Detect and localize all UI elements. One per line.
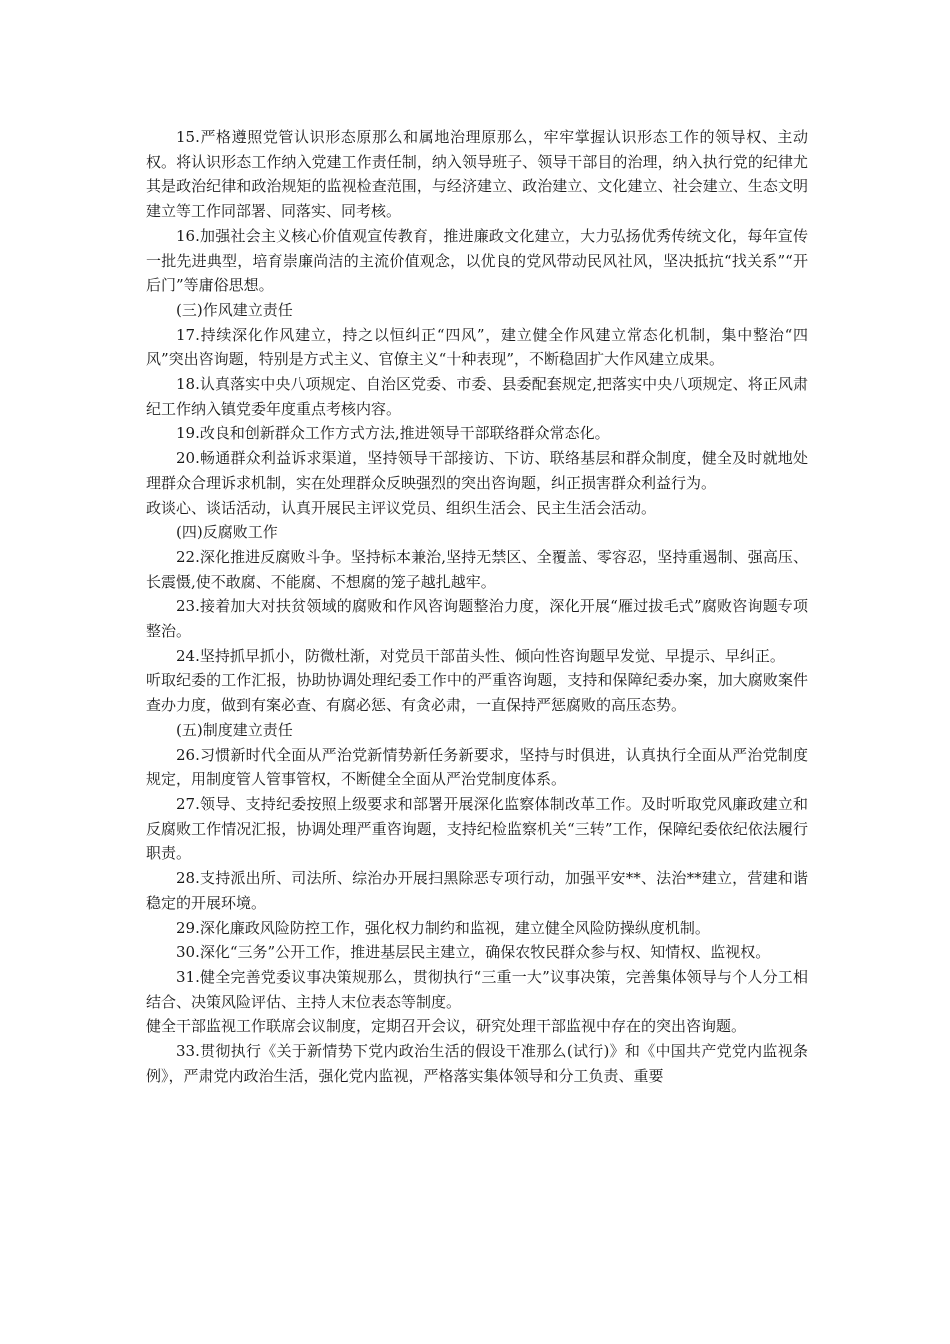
paragraph-33: 33.贯彻执行《关于新情势下党内政治生活的假设干准那么(试行)》和《中国共产党党内监视条例》，严肃党内政治生活，强化党内监视，严格落实集体领导和分工负责、重要 <box>146 1042 808 1085</box>
paragraph-23: 23.接着加大对扶贫领域的腐败和作风咨询题整治力度，深化开展“雁过拔毛式”腐败咨询题专项整治。 <box>146 597 808 641</box>
section-heading-5: (五)制度建立责任 <box>176 720 293 739</box>
paragraph-27: 27.领导、支持纪委按照上级要求和部署开展深化监察体制改革工作。及时听取党风廉政建立和反腐败工作情况汇报，协调处理严重咨询题，支持纪检监察机关“三转”工作，保障纪委依纪依法履行职责。 <box>146 794 808 863</box>
paragraph-28: 28.支持派出所、司法所、综治办开展扫黑除恶专项行动，加强平安**、法治**建立，营建和谐稳定的开展环境。 <box>146 869 808 912</box>
document-body <box>146 125 808 1088</box>
section-heading-4: (四)反腐败工作 <box>176 523 278 542</box>
paragraph-16: 16.加强社会主义核心价值观宣传教育，推进廉政文化建立，大力弘扬优秀传统文化，每年宣传一批先进典型，培育崇廉尚洁的主流价值观念，以优良的党风带动民风社风，坚决抵抗“找关系”“开后门”等庸俗思想。 <box>146 226 808 295</box>
paragraph-15: 15.严格遵照党管认识形态原那么和属地治理原那么，牢牢掌握认识形态工作的领导权、主动权。将认识形态工作纳入党建工作责任制，纳入领导班子、领导干部目的治理，纳入执行党的纪律尤其是政治纪律和政治规矩的监视检查范围，与经济建立、政治建立、文化建立、社会建立、生态文明建立等工作同部署、同落实、同考核。 <box>146 128 808 221</box>
paragraph-fragment-1: 政谈心、谈话活动，认真开展民主评议党员、组织生活会、民主生活会活动。 <box>146 498 657 517</box>
paragraph-19: 19.改良和创新群众工作方式方法,推进领导干部联络群众常态化。 <box>176 424 610 443</box>
paragraph-26: 26.习惯新时代全面从严治党新情势新任务新要求，坚持与时俱进，认真执行全面从严治党制度规定，用制度管人管事管权，不断健全全面从严治党制度体系。 <box>146 745 808 789</box>
paragraph-20: 20.畅通群众利益诉求渠道，坚持领导干部接访、下访、联络基层和群众制度，健全及时就地处理群众合理诉求机制，实在处理群众反映强烈的突出咨询题，纠正损害群众利益行为。 <box>146 449 808 492</box>
paragraph-22: 22.深化推进反腐败斗争。坚持标本兼治,坚持无禁区、全覆盖、零容忍，坚持重遏制、强高压、长震慑,使不敢腐、不能腐、不想腐的笼子越扎越牢。 <box>146 547 808 591</box>
paragraph-24: 24.坚持抓早抓小，防微杜渐，对党员干部苗头性、倾向性咨询题早发觉、早提示、早纠正。 <box>176 646 785 665</box>
paragraph-fragment-2: 听取纪委的工作汇报，协助协调处理纪委工作中的严重咨询题，支持和保障纪委办案，加大腐败案件查办力度，做到有案必查、有腐必惩、有贪必肃，一直保持严惩腐败的高压态势。 <box>146 671 808 715</box>
paragraph-fragment-3: 健全干部监视工作联席会议制度，定期召开会议，研究处理干部监视中存在的突出咨询题。 <box>146 1017 747 1036</box>
paragraph-29: 29.深化廉政风险防控工作，强化权力制约和监视，建立健全风险防操纵度机制。 <box>176 918 710 937</box>
paragraph-18: 18.认真落实中央八项规定、自治区党委、市委、县委配套规定,把落实中央八项规定、将正风肃纪工作纳入镇党委年度重点考核内容。 <box>146 375 808 418</box>
section-heading-3: (三)作风建立责任 <box>176 300 293 319</box>
paragraph-17: 17.持续深化作风建立，持之以恒纠正“四风”，建立健全作风建立常态化机制，集中整治“四风”突出咨询题，特别是方式主义、官僚主义“十种表现”，不断稳固扩大作风建立成果。 <box>146 325 808 369</box>
paragraph-30: 30.深化“三务”公开工作，推进基层民主建立，确保农牧民群众参与权、知情权、监视权。 <box>176 943 771 962</box>
paragraph-31: 31.健全完善党委议事决策规那么，贯彻执行“三重一大”议事决策，完善集体领导与个人分工相结合、决策风险评估、主持人末位表态等制度。 <box>146 967 808 1011</box>
